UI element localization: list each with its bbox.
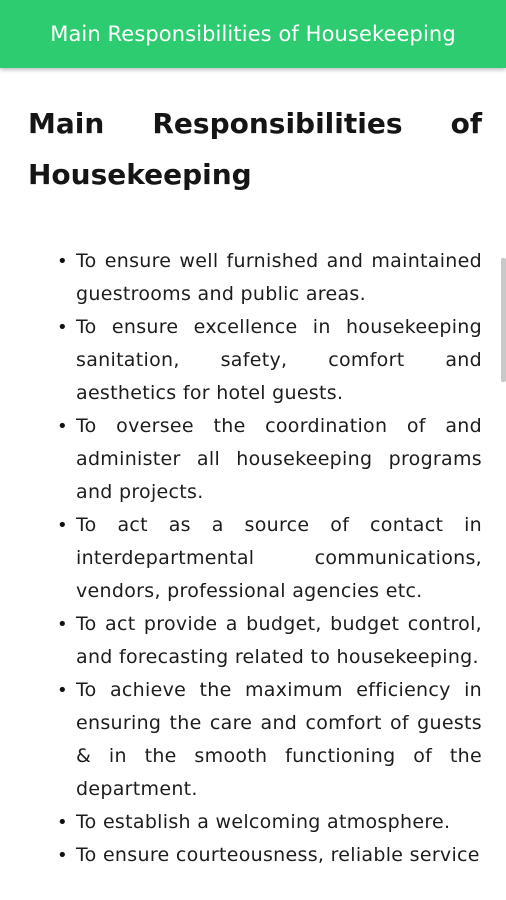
list-item	[57, 806, 482, 839]
list-item-text: To ensure excellence in housekeeping sanitation, safety, comfort and aesthetics for hotel guests.	[76, 316, 482, 404]
list-item-text: To establish a welcoming atmosphere.	[76, 811, 451, 833]
bullet-icon: •	[57, 680, 68, 701]
list-item	[57, 311, 482, 410]
bullet-icon: •	[57, 812, 68, 833]
article-heading: Main Responsibilities of Housekeeping	[28, 107, 482, 191]
list-item	[57, 839, 482, 872]
scrollbar-thumb[interactable]	[501, 258, 506, 382]
bullet-icon: •	[57, 614, 68, 635]
bullet-icon: •	[57, 251, 68, 272]
list-item	[57, 674, 482, 806]
list-item	[57, 410, 482, 509]
list-item-text: To ensure well furnished and maintained guestrooms and public areas.	[76, 250, 482, 305]
list-item	[57, 509, 482, 608]
app-bar-title: Main Responsibilities of Housekeeping	[50, 22, 456, 46]
list-item-text: To ensure courteousness, reliable service	[76, 844, 480, 866]
list-item	[57, 245, 482, 311]
bullet-icon: •	[57, 317, 68, 338]
list-item-text: To act as a source of contact in interdepartmental communications, vendors, professional agencies etc.	[76, 514, 482, 602]
list-item-text: To act provide a budget, budget control, and forecasting related to housekeeping.	[76, 613, 482, 668]
list-item-text: To achieve the maximum efficiency in ensuring the care and comfort of guests & in the smooth functioning of the department.	[76, 679, 482, 800]
bullet-icon: •	[57, 416, 68, 437]
list-item	[57, 608, 482, 674]
bullet-icon: •	[57, 845, 68, 866]
responsibilities-list	[0, 245, 506, 872]
article-content[interactable]	[0, 68, 506, 900]
list-item-text: To oversee the coordination of and administer all housekeeping programs and projects.	[76, 415, 482, 503]
bullet-icon: •	[57, 515, 68, 536]
app-bar	[0, 0, 506, 68]
